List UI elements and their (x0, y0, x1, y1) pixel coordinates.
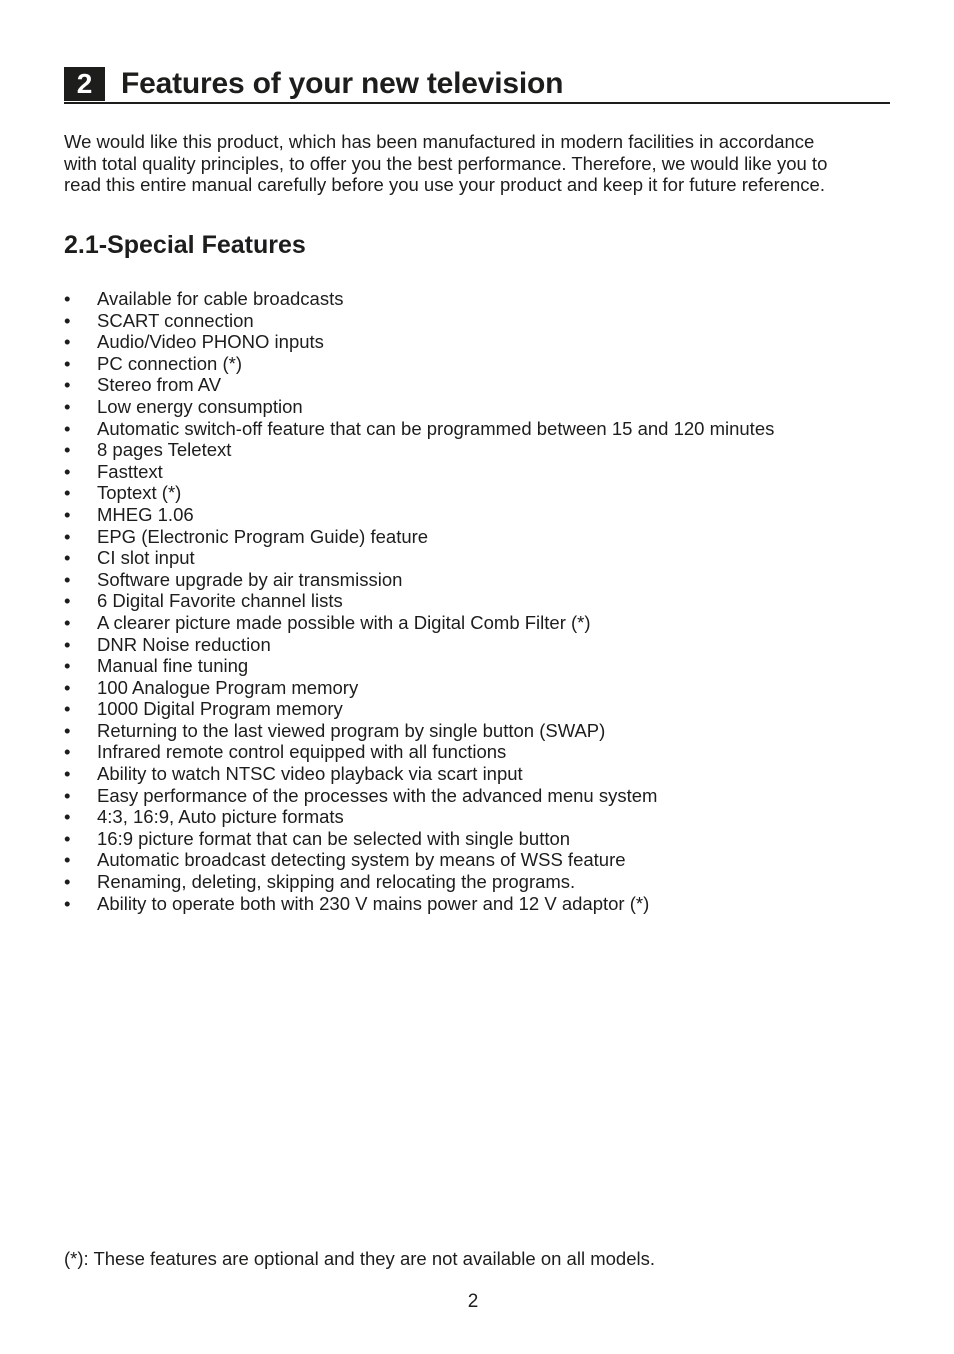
feature-text: Stereo from AV (97, 374, 222, 396)
feature-text: Fasttext (97, 460, 163, 482)
feature-list-item (64, 655, 890, 677)
feature-list-item (64, 698, 890, 720)
feature-list-item (64, 310, 890, 332)
feature-list-item (64, 720, 890, 742)
bullet-icon: • (64, 763, 71, 785)
bullet-icon: • (64, 439, 71, 461)
feature-text: Manual fine tuning (97, 655, 249, 677)
feature-list-item (64, 504, 890, 526)
bullet-icon: • (64, 849, 71, 871)
chapter-heading (64, 66, 890, 104)
feature-list-item (64, 374, 890, 396)
feature-list-item (64, 331, 890, 353)
feature-text: PC connection (*) (97, 352, 242, 374)
feature-text: Returning to the last viewed program by single button (SWAP) (97, 719, 606, 741)
feature-list (64, 288, 890, 914)
feature-list-item (64, 677, 890, 699)
chapter-number-badge: 2 (64, 67, 105, 101)
bullet-icon: • (64, 288, 71, 309)
intro-line: with total quality principles, to offer you the best performance. Therefore, we would like you to (64, 152, 828, 174)
feature-text: 1000 Digital Program memory (97, 698, 343, 720)
feature-list-item (64, 741, 890, 763)
chapter-title: Features of your new television (121, 67, 564, 100)
bullet-icon: • (64, 892, 71, 914)
bullet-icon: • (64, 827, 71, 849)
feature-list-item (64, 828, 890, 850)
bullet-icon: • (64, 374, 71, 396)
feature-text: 8 pages Teletext (97, 439, 232, 461)
bullet-icon: • (64, 719, 71, 741)
bullet-icon: • (64, 676, 71, 698)
feature-text: Automatic switch-off feature that can be programmed between 15 and 120 minutes (97, 417, 775, 439)
bullet-icon: • (64, 395, 71, 417)
bullet-icon: • (64, 331, 71, 353)
intro-paragraph (64, 131, 890, 196)
bullet-icon: • (64, 547, 71, 569)
feature-list-item (64, 590, 890, 612)
feature-text: Low energy consumption (97, 395, 303, 417)
feature-text: Infrared remote control equipped with all functions (97, 741, 507, 763)
feature-text: 100 Analogue Program memory (97, 676, 359, 698)
bullet-icon: • (64, 806, 71, 828)
feature-list-item (64, 482, 890, 504)
page-number: 2 (467, 1291, 479, 1312)
footnote: (*): These features are optional and they are not available on all models. (64, 1248, 655, 1269)
feature-list-item (64, 849, 890, 871)
feature-text: Available for cable broadcasts (97, 288, 344, 309)
bullet-icon: • (64, 525, 71, 547)
bullet-icon: • (64, 352, 71, 374)
feature-list-item (64, 634, 890, 656)
feature-list-item (64, 288, 890, 310)
feature-list-item (64, 871, 890, 893)
bullet-icon: • (64, 655, 71, 677)
feature-text: Ability to operate both with 230 V mains power and 12 V adaptor (*) (97, 892, 650, 914)
feature-list-item (64, 439, 890, 461)
feature-list-item (64, 353, 890, 375)
feature-text: A clearer picture made possible with a Digital Comb Filter (*) (97, 611, 591, 633)
feature-text: Ability to watch NTSC video playback via scart input (97, 763, 523, 785)
feature-list-item (64, 785, 890, 807)
bullet-icon: • (64, 698, 71, 720)
intro-line: read this entire manual carefully before you use your product and keep it for future reference. (64, 174, 825, 196)
bullet-icon: • (64, 741, 71, 763)
feature-text: Software upgrade by air transmission (97, 568, 403, 590)
feature-text: Audio/Video PHONO inputs (97, 331, 324, 353)
bullet-icon: • (64, 460, 71, 482)
feature-text: Automatic broadcast detecting system by means of WSS feature (97, 849, 626, 871)
intro-line: We would like this product, which has been manufactured in modern facilities in accordance (64, 131, 815, 152)
feature-text: Renaming, deleting, skipping and relocating the programs. (97, 871, 576, 893)
feature-text: DNR Noise reduction (97, 633, 271, 655)
bullet-icon: • (64, 633, 71, 655)
bullet-icon: • (64, 309, 71, 331)
bullet-icon: • (64, 590, 71, 612)
bullet-icon: • (64, 784, 71, 806)
feature-text: MHEG 1.06 (97, 503, 194, 525)
feature-text: Easy performance of the processes with the advanced menu system (97, 784, 658, 806)
feature-list-item (64, 461, 890, 483)
feature-list-item (64, 418, 890, 440)
feature-list-item (64, 569, 890, 591)
feature-list-item (64, 526, 890, 548)
bullet-icon: • (64, 871, 71, 893)
feature-text: EPG (Electronic Program Guide) feature (97, 525, 429, 547)
feature-text: 4:3, 16:9, Auto picture formats (97, 806, 344, 828)
feature-text: CI slot input (97, 547, 195, 569)
bullet-icon: • (64, 482, 71, 504)
bullet-icon: • (64, 611, 71, 633)
feature-text: 6 Digital Favorite channel lists (97, 590, 343, 612)
feature-list-item (64, 763, 890, 785)
feature-list-item (64, 806, 890, 828)
feature-list-item (64, 893, 890, 915)
bullet-icon: • (64, 568, 71, 590)
feature-list-item (64, 612, 890, 634)
feature-list-item (64, 396, 890, 418)
bullet-icon: • (64, 417, 71, 439)
section-title: 2.1-Special Features (64, 231, 306, 259)
feature-text: Toptext (*) (97, 482, 182, 504)
feature-text: 16:9 picture format that can be selected with single button (97, 827, 571, 849)
feature-list-item (64, 547, 890, 569)
bullet-icon: • (64, 503, 71, 525)
feature-text: SCART connection (97, 309, 254, 331)
